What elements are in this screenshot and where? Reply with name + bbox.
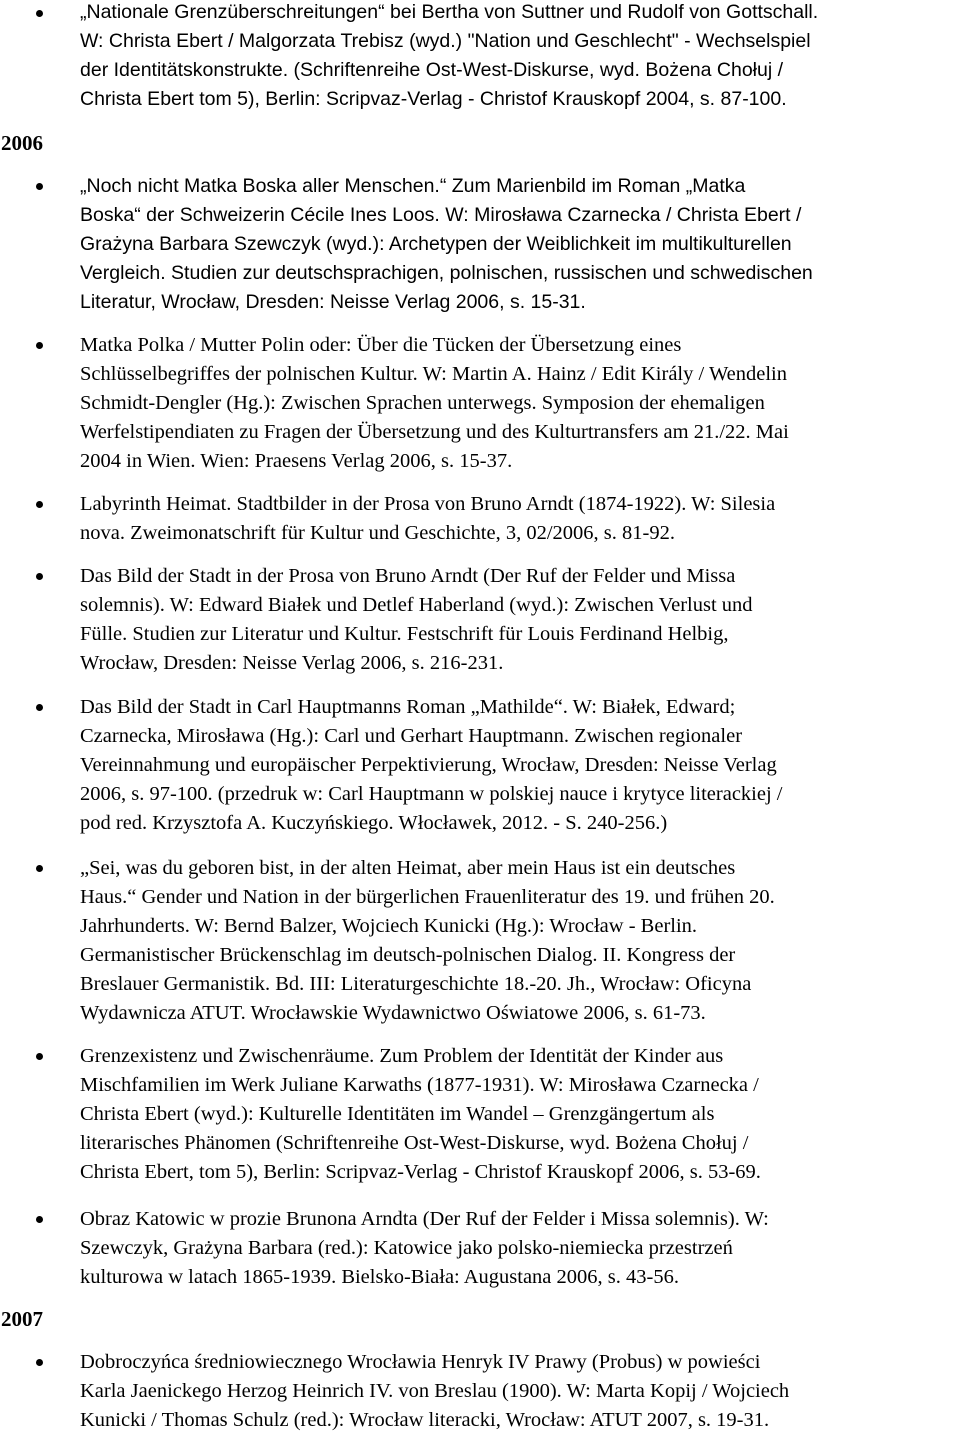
bullet-icon xyxy=(36,342,43,349)
entry-line: Germanistischer Brückenschlag im deutsch-polnischen Dialog. II. Kongress der xyxy=(80,944,736,966)
entry-line: der Identitätskonstrukte. (Schriftenreihe Ost-West-Diskurse, wyd. Bożena Chołuj / xyxy=(80,59,784,81)
bullet-icon xyxy=(36,1053,43,1060)
entry-text xyxy=(80,854,956,1028)
bullet-icon xyxy=(36,1359,43,1366)
entry-line: Breslauer Germanistik. Bd. III: Literaturgeschichte 18.-20. Jh., Wrocław: Oficyna xyxy=(80,973,752,995)
entry-line: Karla Jaenickego Herzog Heinrich IV. von Breslau (1900). W: Marta Kopij / Wojciech xyxy=(80,1380,790,1402)
entry-line: „Sei, was du geboren bist, in der alten Heimat, aber mein Haus ist ein deutsches xyxy=(80,857,736,879)
entry-line: Literatur, Wrocław, Dresden: Neisse Verlag 2006, s. 15-31. xyxy=(80,291,586,313)
entry-text xyxy=(80,562,956,678)
year-heading-2006: 2006 xyxy=(1,131,43,155)
entry-text xyxy=(80,1205,956,1292)
entry-line: Das Bild der Stadt in Carl Hauptmanns Roman „Mathilde“. W: Białek, Edward; xyxy=(80,696,736,718)
entry-line: Boska“ der Schweizerin Cécile Ines Loos. W: Mirosława Czarnecka / Christa Ebert / xyxy=(80,204,802,226)
entry-line: Szewczyk, Grażyna Barbara (red.): Katowice jako polsko-niemiecka przestrzeń xyxy=(80,1237,733,1259)
entry-text xyxy=(80,0,956,114)
entry-text xyxy=(80,172,956,317)
entry-line: Werfelstipendiaten zu Fragen der Übersetzung und des Kulturtransfers am 21./22. Mai xyxy=(80,421,789,443)
entry-line: Christa Ebert (wyd.): Kulturelle Identitäten im Wandel – Grenzgängertum als xyxy=(80,1103,715,1125)
entry-line: Christa Ebert, tom 5), Berlin: Scripvaz-Verlag - Christof Krauskopf 2006, s. 53-69. xyxy=(80,1161,761,1183)
entry-line: Schmidt-Dengler (Hg.): Zwischen Sprachen unterwegs. Symposion der ehemaligen xyxy=(80,392,765,414)
entry-line: pod red. Krzysztofa A. Kuczyńskiego. Włocławek, 2012. - S. 240-256.) xyxy=(80,812,668,834)
entry-line: Czarnecka, Mirosława (Hg.): Carl und Gerhart Hauptmann. Zwischen regionaler xyxy=(80,725,743,747)
bullet-icon xyxy=(36,865,43,872)
entry-line: kulturowa w latach 1865-1939. Bielsko-Biała: Augustana 2006, s. 43-56. xyxy=(80,1266,679,1288)
entry-text xyxy=(80,693,956,838)
entry-line: 2004 in Wien. Wien: Praesens Verlag 2006, s. 15-37. xyxy=(80,450,513,472)
bullet-icon xyxy=(36,704,43,711)
entry-text xyxy=(80,1348,956,1435)
entry-line: Wrocław, Dresden: Neisse Verlag 2006, s. 216-231. xyxy=(80,652,504,674)
entry-line: Matka Polka / Mutter Polin oder: Über die Tücken der Übersetzung eines xyxy=(80,334,682,356)
entry-line: Vergleich. Studien zur deutschsprachigen, polnischen, russischen und schwedischen xyxy=(80,262,813,284)
entry-line: nova. Zweimonatschrift für Kultur und Geschichte, 3, 02/2006, s. 81-92. xyxy=(80,522,675,544)
entry-text xyxy=(80,490,956,548)
entry-line: „Noch nicht Matka Boska aller Menschen.“ Zum Marienbild im Roman „Matka xyxy=(80,175,746,197)
entry-line: Labyrinth Heimat. Stadtbilder in der Prosa von Bruno Arndt (1874-1922). W: Silesia xyxy=(80,493,776,515)
entry-line: Fülle. Studien zur Literatur und Kultur. Festschrift für Louis Ferdinand Helbig, xyxy=(80,623,729,645)
entry-line: Obraz Katowic w prozie Brunona Arndta (Der Ruf der Felder i Missa solemnis). W: xyxy=(80,1208,769,1230)
entry-line: Kunicki / Thomas Schulz (red.): Wrocław literacki, Wrocław: ATUT 2007, s. 19-31. xyxy=(80,1409,770,1431)
entry-line: Christa Ebert tom 5), Berlin: Scripvaz-Verlag - Christof Krauskopf 2004, s. 87-100. xyxy=(80,88,787,110)
entry-line: W: Christa Ebert / Malgorzata Trebisz (wyd.) "Nation und Geschlecht" - Wechselspiel xyxy=(80,30,811,52)
entry-line: Grażyna Barbara Szewczyk (wyd.): Archetypen der Weiblichkeit im multikulturellen xyxy=(80,233,792,255)
bullet-icon xyxy=(36,1216,43,1223)
bullet-icon xyxy=(36,10,43,17)
year-heading-2007: 2007 xyxy=(1,1307,43,1331)
entry-line: solemnis). W: Edward Białek und Detlef Haberland (wyd.): Zwischen Verlust und xyxy=(80,594,753,616)
entry-line: Mischfamilien im Werk Juliane Karwaths (1877-1931). W: Mirosława Czarnecka / xyxy=(80,1074,759,1096)
entry-line: 2006, s. 97-100. (przedruk w: Carl Hauptmann w polskiej nauce i krytyce literackiej / xyxy=(80,783,783,805)
bullet-icon xyxy=(36,183,43,190)
entry-line: „Nationale Grenzüberschreitungen“ bei Bertha von Suttner und Rudolf von Gottschall. xyxy=(80,1,819,23)
entry-line: literarisches Phänomen (Schriftenreihe Ost-West-Diskurse, wyd. Bożena Chołuj / xyxy=(80,1132,749,1154)
entry-text xyxy=(80,1042,956,1187)
entry-line: Wydawnicza ATUT. Wrocławskie Wydawnictwo Oświatowe 2006, s. 61-73. xyxy=(80,1002,706,1024)
entry-line: Schlüsselbegriffes der polnischen Kultur. W: Martin A. Hainz / Edit Király / Wendelin xyxy=(80,363,787,385)
entry-line: Jahrhunderts. W: Bernd Balzer, Wojciech Kunicki (Hg.): Wrocław - Berlin. xyxy=(80,915,698,937)
entry-line: Das Bild der Stadt in der Prosa von Bruno Arndt (Der Ruf der Felder und Missa xyxy=(80,565,736,587)
entry-line: Grenzexistenz und Zwischenräume. Zum Problem der Identität der Kinder aus xyxy=(80,1045,724,1067)
entry-line: Dobroczyńca średniowiecznego Wrocławia Henryk IV Prawy (Probus) w powieści xyxy=(80,1351,761,1373)
entry-text xyxy=(80,331,956,476)
entry-line: Vereinnahmung und europäischer Perpektivierung, Wrocław, Dresden: Neisse Verlag xyxy=(80,754,777,776)
bullet-icon xyxy=(36,573,43,580)
entry-line: Haus.“ Gender und Nation in der bürgerlichen Frauenliteratur des 19. und frühen 20. xyxy=(80,886,775,908)
bullet-icon xyxy=(36,501,43,508)
